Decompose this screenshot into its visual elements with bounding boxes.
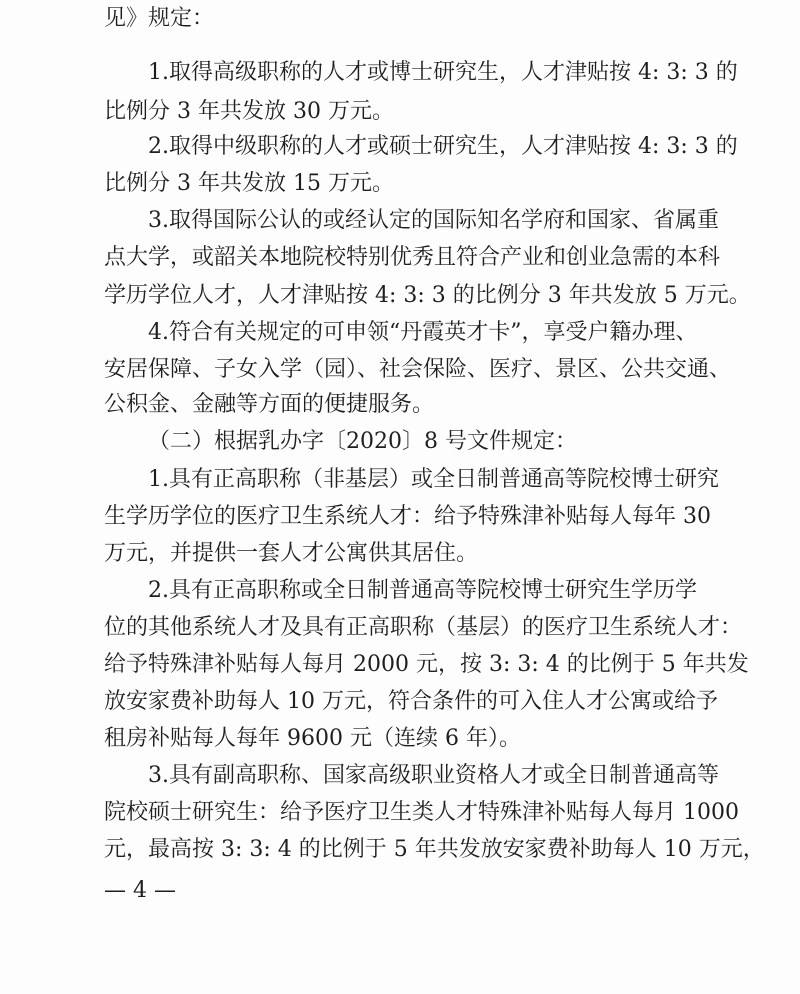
- page-number: — 4 —: [104, 878, 176, 903]
- text-line: 学历学位人才，人才津贴按 4: 3: 3 的比例分 3 年共发放 5 万元。: [104, 283, 751, 308]
- text-line: 比例分 3 年共发放 15 万元。: [104, 171, 394, 196]
- text-line: 1.具有正高职称（非基层）或全日制普通高等院校博士研究: [148, 467, 719, 492]
- text-line: 生学历学位的医疗卫生系统人才：给予特殊津补贴每人每年 30: [104, 504, 711, 529]
- text-line: 点大学，或韶关本地院校特别优秀且符合产业和创业急需的本科: [104, 245, 721, 270]
- section-heading: （二）根据乳办字〔2020〕8 号文件规定：: [148, 429, 577, 454]
- text-line: 放安家费补助每人 10 万元，符合条件的可入住人才公寓或给予: [104, 689, 718, 714]
- text-line: 院校硕士研究生：给予医疗卫生类人才特殊津补贴每人每月 1000: [104, 800, 739, 825]
- text-line: 租房补贴每人每年 9600 元（连续 6 年）。: [104, 726, 521, 751]
- text-line: 3.取得国际公认的或经认定的国际知名学府和国家、省属重: [148, 208, 719, 233]
- text-line: 万元，并提供一套人才公寓供其居住。: [104, 541, 479, 566]
- text-line: 2.取得中级职称的人才或硕士研究生，人才津贴按 4: 3: 3 的: [148, 134, 738, 159]
- text-line: 位的其他系统人才及具有正高职称（基层）的医疗卫生系统人才：: [104, 615, 743, 640]
- text-line: 给予特殊津补贴每人每月 2000 元，按 3: 3: 4 的比例于 5 年共发: [104, 652, 749, 677]
- text-line: 3.具有副高职称、国家高级职业资格人才或全日制普通高等: [148, 763, 719, 788]
- text-line: 见》规定：: [104, 6, 215, 31]
- text-line: 4.符合有关规定的可申领“丹霞英才卡”，享受户籍办理、: [148, 320, 698, 345]
- text-line: 2.具有正高职称或全日制普通高等院校博士研究生学历学: [148, 578, 697, 603]
- text-line: 安居保障、子女入学（园）、社会保险、医疗、景区、公共交通、: [104, 357, 732, 382]
- text-line: 公积金、金融等方面的便捷服务。: [104, 392, 435, 417]
- text-line: 比例分 3 年共发放 30 万元。: [104, 99, 394, 124]
- text-line: 元，最高按 3: 3: 4 的比例于 5 年共发放安家费补助每人 10 万元，: [104, 837, 765, 862]
- text-line: 1.取得高级职称的人才或博士研究生，人才津贴按 4: 3: 3 的: [148, 60, 738, 85]
